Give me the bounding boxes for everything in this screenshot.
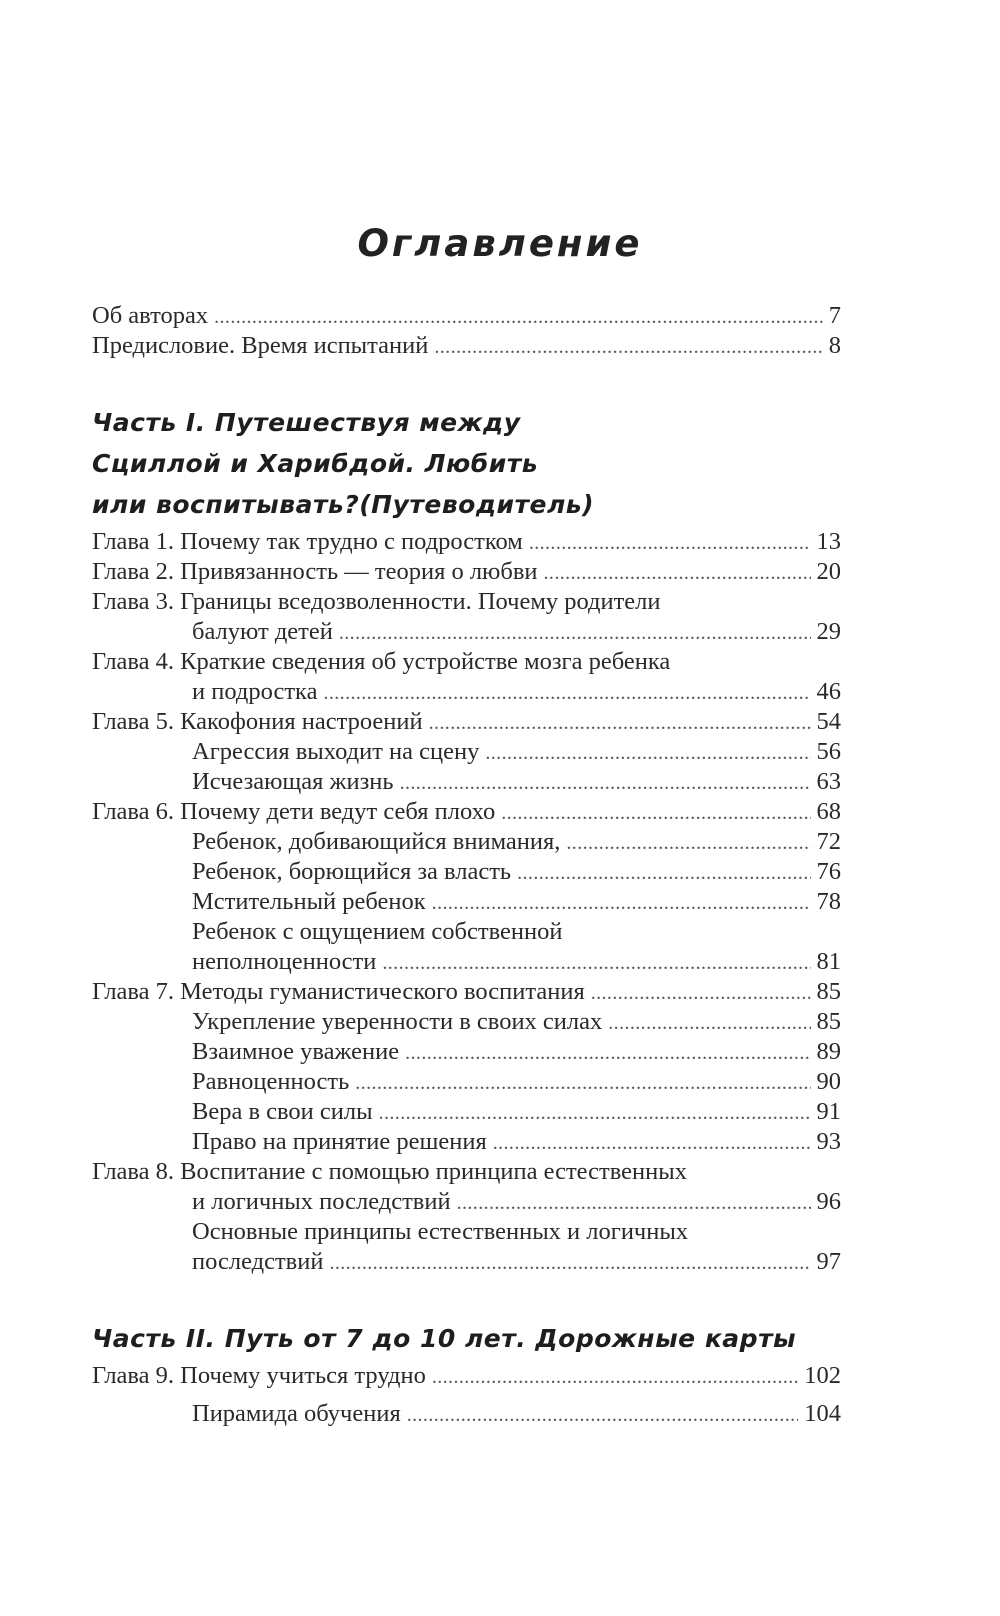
- dot-leader: [429, 708, 811, 739]
- toc-entry-title: Глава 3. Границы вседозволенности. Почему родители: [92, 588, 661, 615]
- toc-entry: [92, 330, 841, 361]
- toc-entry: [192, 886, 841, 917]
- toc-entry-title: Глава 6. Почему дети ведут себя плохо: [92, 798, 496, 825]
- toc-entry: [192, 1398, 841, 1429]
- toc-entry: [192, 1126, 841, 1157]
- toc-entry-title: Глава 8. Воспитание с помощью принципа естественных: [92, 1158, 687, 1185]
- dot-leader: [529, 528, 811, 559]
- dot-leader: [379, 1098, 811, 1129]
- toc-entry-page: 91: [816, 1098, 841, 1125]
- toc-entry: [92, 300, 841, 331]
- toc-entry: [192, 856, 841, 887]
- dot-leader: [382, 948, 810, 979]
- toc-entry: [192, 1216, 841, 1247]
- toc-entry: [92, 1156, 841, 1187]
- toc-entry: [192, 1036, 841, 1067]
- toc-entry-page: 46: [816, 678, 841, 705]
- toc-entry-title: Глава 5. Какофония настроений: [92, 708, 423, 735]
- toc-entry-page: 85: [816, 978, 841, 1005]
- dot-leader: [493, 1128, 811, 1159]
- toc-entry-title: Агрессия выходит на сцену: [192, 738, 480, 765]
- part-heading-line: Часть II. Путь от 7 до 10 лет. Дорожные карты: [92, 1324, 797, 1353]
- part-heading-line: Часть I. Путешествуя между: [92, 408, 521, 437]
- toc-entry: [192, 766, 841, 797]
- toc-entry-title: Основные принципы естественных и логичных: [192, 1218, 689, 1245]
- dot-leader: [591, 978, 811, 1009]
- toc-entry-title: Глава 7. Методы гуманистического воспитания: [92, 978, 585, 1005]
- toc-entry-page: 63: [816, 768, 841, 795]
- toc-entry-page: 96: [816, 1188, 841, 1215]
- toc-entry: [192, 1006, 841, 1037]
- dot-leader: [407, 1400, 799, 1431]
- dot-leader: [517, 858, 810, 889]
- toc-entry: [92, 796, 841, 827]
- toc-entry-page: 78: [816, 888, 841, 915]
- toc-entry-page: 104: [804, 1400, 841, 1427]
- toc-entry-page: 7: [828, 302, 841, 329]
- toc-entry-title: Укрепление уверенности в своих силах: [192, 1008, 603, 1035]
- toc-entry-title: Пирамида обучения: [192, 1400, 401, 1427]
- toc-entry-title: Вера в свои силы: [192, 1098, 373, 1125]
- toc-entry-title: Глава 9. Почему учиться трудно: [92, 1362, 426, 1389]
- toc-entry-title: и подростка: [192, 678, 318, 705]
- part-heading-line: или воспитывать?(Путеводитель): [92, 490, 595, 519]
- toc-entry: [92, 586, 841, 617]
- toc-entry-title: неполноценности: [192, 948, 377, 975]
- toc-entry-title: и логичных последствий: [192, 1188, 451, 1215]
- toc-entry-page: 76: [816, 858, 841, 885]
- dot-leader: [544, 558, 811, 589]
- toc-entry: [92, 526, 841, 557]
- toc-entry: [192, 736, 841, 767]
- toc-entry-title: Равноценность: [192, 1068, 350, 1095]
- toc-entry-page: 72: [816, 828, 841, 855]
- toc-entry: [192, 1186, 841, 1217]
- toc-entry-page: 56: [816, 738, 841, 765]
- toc-entry-title: Взаимное уважение: [192, 1038, 400, 1065]
- toc-entry-title: последствий: [192, 1248, 324, 1275]
- toc-entry: [92, 556, 841, 587]
- dot-leader: [355, 1068, 810, 1099]
- dot-leader: [566, 828, 810, 859]
- dot-leader: [339, 618, 811, 649]
- toc-entry: [192, 946, 841, 977]
- toc-entry-title: Ребенок, добивающийся внимания,: [192, 828, 561, 855]
- page-title: Оглавление: [357, 222, 643, 265]
- toc-entry-page: 93: [816, 1128, 841, 1155]
- dot-leader: [457, 1188, 811, 1219]
- toc-entry: [192, 1066, 841, 1097]
- dot-leader: [214, 302, 823, 333]
- toc-entry: [192, 1246, 841, 1277]
- toc-entry-title: Глава 2. Привязанность — теория о любви: [92, 558, 538, 585]
- dot-leader: [405, 1038, 810, 1069]
- toc-entry-page: 68: [816, 798, 841, 825]
- toc-entry-page: 81: [816, 948, 841, 975]
- dot-leader: [329, 1248, 810, 1279]
- dot-leader: [323, 678, 810, 709]
- toc-entry-title: Глава 4. Краткие сведения об устройстве мозга ребенка: [92, 648, 671, 675]
- toc-entry-title: Право на принятие решения: [192, 1128, 487, 1155]
- toc-entry-page: 102: [804, 1362, 841, 1389]
- dot-leader: [485, 738, 810, 769]
- toc-entry-title: Исчезающая жизнь: [192, 768, 394, 795]
- toc-entry-title: Ребенок с ощущением собственной: [192, 918, 563, 945]
- part-heading-line: Сциллой и Харибдой. Любить: [92, 449, 539, 478]
- toc-entry-page: 89: [816, 1038, 841, 1065]
- toc-entry: [92, 706, 841, 737]
- toc-entry: [92, 646, 841, 677]
- toc-entry: [192, 676, 841, 707]
- dot-leader: [400, 768, 811, 799]
- toc-entry-page: 97: [816, 1248, 841, 1275]
- toc-entry-page: 85: [816, 1008, 841, 1035]
- toc-entry: [192, 1096, 841, 1127]
- toc-entry: [192, 916, 841, 947]
- toc-entry-title: Об авторах: [92, 302, 209, 329]
- toc-entry-title: Мстительный ребенок: [192, 888, 426, 915]
- dot-leader: [434, 332, 822, 363]
- toc-entry-page: 13: [816, 528, 841, 555]
- toc-entry: [92, 1360, 841, 1391]
- toc-entry: [92, 976, 841, 1007]
- toc-entry: [192, 616, 841, 647]
- dot-leader: [432, 1362, 798, 1393]
- toc-entry: [192, 826, 841, 857]
- toc-entry-page: 90: [816, 1068, 841, 1095]
- toc-entry-page: 54: [816, 708, 841, 735]
- toc-entry-page: 29: [816, 618, 841, 645]
- toc-entry-title: Ребенок, борющийся за власть: [192, 858, 512, 885]
- dot-leader: [501, 798, 810, 829]
- toc-entry-title: балуют детей: [192, 618, 333, 645]
- toc-entry-title: Предисловие. Время испытаний: [92, 332, 429, 359]
- toc-entry-page: 20: [816, 558, 841, 585]
- toc-entry-page: 8: [828, 332, 841, 359]
- dot-leader: [608, 1008, 810, 1039]
- dot-leader: [432, 888, 811, 919]
- toc-entry-title: Глава 1. Почему так трудно с подростком: [92, 528, 523, 555]
